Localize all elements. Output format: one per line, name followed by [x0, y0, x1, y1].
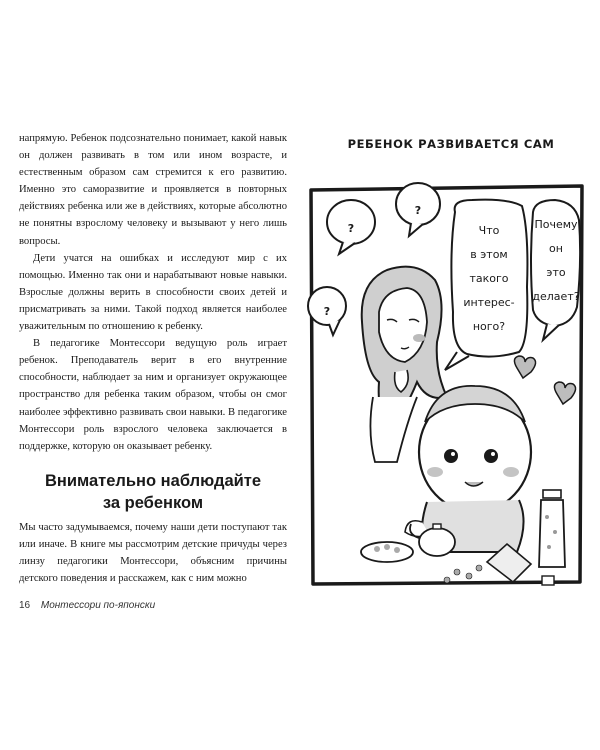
bubble-left-line5: ного?	[472, 320, 506, 333]
running-title: Монтессори по-японски	[40, 600, 156, 611]
heart-1	[514, 356, 535, 378]
section-heading-line2: за ребенком	[102, 494, 204, 512]
closing-paragraph: Мы часто задумываемся, почему наши дети поступают так или иначе. В книге мы рассмотрим детские причуды через линзу педагогики Монтессори, объясним причины детского поведения и расскажем, как с ним можно	[19, 522, 287, 585]
bean-bowl	[361, 542, 413, 562]
question-bubble-1	[327, 200, 375, 254]
page-number: 16	[19, 600, 31, 611]
small-cup	[542, 576, 554, 585]
heart-2	[554, 382, 575, 404]
illustration	[307, 172, 600, 602]
bubble-right-line3: это	[546, 266, 566, 279]
illustration-title: РЕБЕНОК РАЗВИВАЕТСЯ САМ	[347, 137, 555, 151]
section-heading-line1: Внимательно наблюдайте	[44, 472, 262, 490]
svg-text:?: ?	[347, 222, 355, 235]
closing-text-column	[19, 519, 287, 587]
child-figure	[405, 386, 531, 552]
thought-bubble-right	[531, 200, 580, 340]
svg-text:?: ?	[323, 305, 331, 318]
svg-text:?: ?	[414, 204, 422, 217]
bubble-left-line1: Что	[478, 224, 500, 237]
bubble-left-line3: такого	[469, 272, 509, 285]
question-bubble-2	[396, 183, 440, 236]
paragraph-1: напрямую. Ребенок подсознательно понимает, какой навык он должен развивать в том или ином возрасте, и естественным образом сам стремится к его развитию. Именно это саморазвитие и проявляется в повторных действиях ребенка или же в действиях, которые абсолютно не понятны взрослому человеку и вызывают у него лишь вопросы.	[19, 133, 287, 247]
paragraph-3: В педагогике Монтессори ведущую роль играет ребенок. Преподаватель верит в его внутренние способности, наблюдает за ним и организует окружающее пространство для ребенка таким образом, чтобы он смог наиболее эффективно развивать свои навыки. В педагогике Монтессори роль взрослого человека заключается в поддержке, которую он оказывает ребенку.	[19, 338, 287, 452]
left-text-column	[19, 130, 287, 455]
section-heading	[19, 470, 287, 514]
bubble-right-line1: Почему	[534, 218, 578, 231]
bottle	[539, 490, 565, 567]
bubble-left-line4: интерес-	[463, 296, 515, 309]
thought-bubble-left	[445, 200, 527, 370]
bubble-right-line4: делает?	[532, 290, 580, 303]
bubble-left-line2: в этом	[470, 248, 508, 261]
bubble-right-line2: он	[549, 242, 563, 255]
question-bubble-3	[308, 287, 346, 335]
scattered-beans	[444, 565, 482, 583]
paragraph-2: Дети учатся на ошибках и исследуют мир с их помощью. Именно так они и нарабатывают новые навыки. Взрослые должны верить в способности своих детей и присматривать за ними. Такой подход является наиболее уважительным по отношению к ребенку.	[19, 252, 287, 333]
page-footer	[19, 600, 155, 611]
